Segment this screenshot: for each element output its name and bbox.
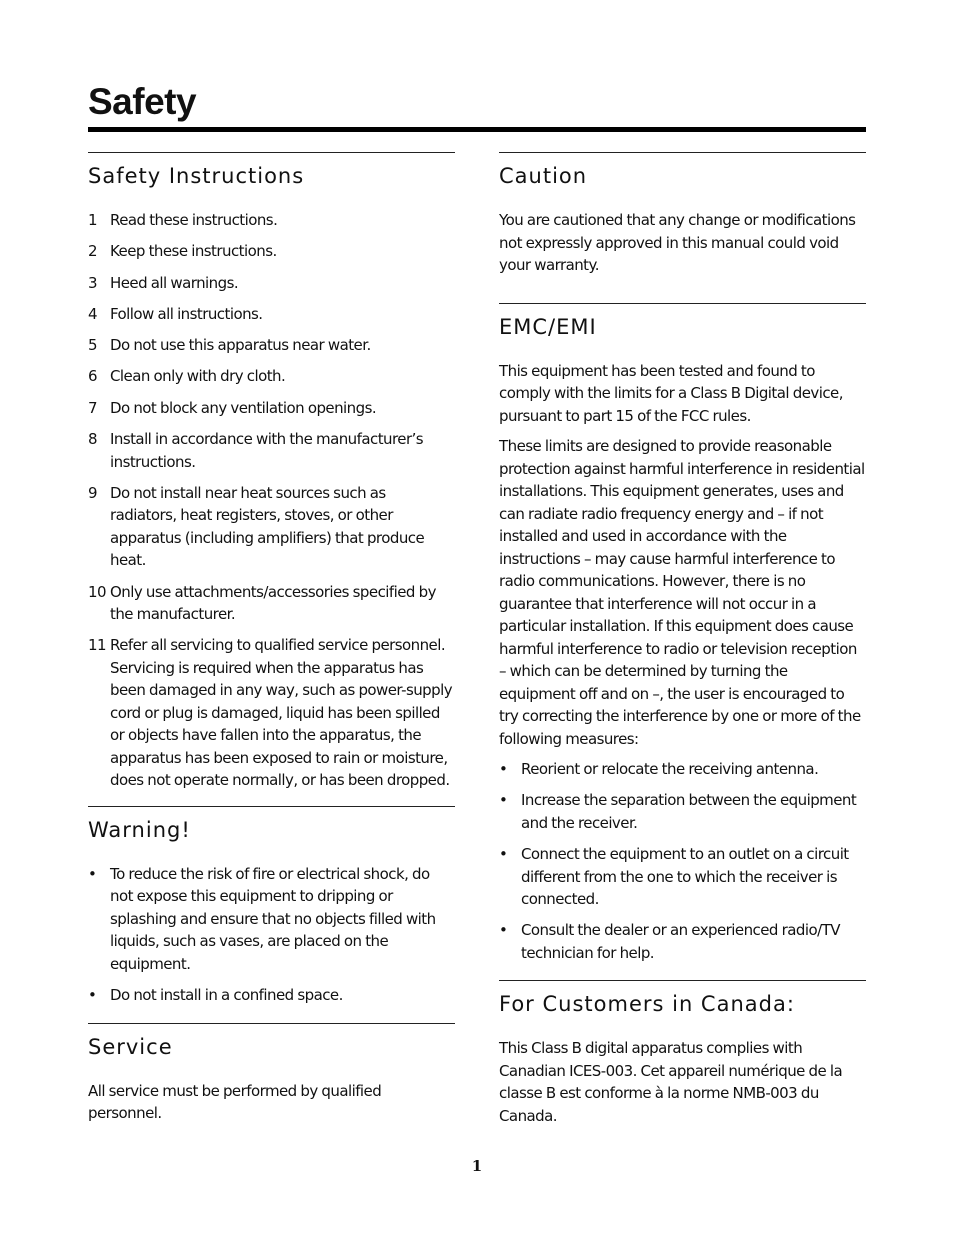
emc-paragraph: This equipment has been tested and found to comply with the limits for a Class B Digital device, pursuant to part 15 of the FCC rules.	[499, 361, 843, 425]
item-number: 8	[88, 430, 97, 449]
item-text: Reorient or relocate the receiving antenna.	[521, 760, 819, 778]
item-text: Keep these instructions.	[110, 242, 277, 261]
list-item	[88, 334, 455, 357]
item-number: 7	[88, 398, 97, 417]
item-number: 3	[88, 273, 97, 292]
list-item	[88, 863, 455, 976]
item-number: 4	[88, 304, 97, 323]
service-text: All service must be performed by qualified personnel.	[88, 1081, 382, 1123]
safety-instructions-list	[88, 209, 455, 792]
item-text: Consult the dealer or an experienced radio/TV technician for help.	[521, 921, 840, 962]
list-item	[88, 634, 455, 792]
emc-section	[499, 303, 866, 965]
item-text: Only use attachments/accessories specified by the manufacturer.	[110, 582, 436, 624]
item-text: Clean only with dry cloth.	[110, 367, 286, 386]
item-text: Do not install in a confined space.	[110, 986, 343, 1005]
list-item	[88, 365, 455, 388]
item-text: Read these instructions.	[110, 211, 278, 229]
item-number: 9	[88, 483, 97, 502]
bullet-icon: •	[88, 986, 97, 1005]
list-item	[88, 581, 455, 626]
item-text: Refer all servicing to qualified service personnel. Servicing is required when the apparatus has been damaged in any way, such as power-supply cord or plug is damaged, liquid has been spilled or objects have fallen into the apparatus, the apparatus has been exposed to rain or moisture, does not operate normally, or has been dropped.	[110, 636, 453, 790]
emc-measures-list	[499, 758, 866, 964]
service-heading: Service	[88, 1034, 173, 1059]
bullet-icon: •	[499, 845, 508, 864]
emc-paragraph: These limits are designed to provide reasonable protection against harmful interference in residential installations. This equipment generates, uses and can radiate radio frequency energy and – if not installed and used in accordance with the instructions – may cause harmful interference to radio communications. However, there is no guarantee that interference will not occur in a particular installation. If this equipment does cause harmful interference to radio or television reception – which can be determined by turning the equipment off and on –, the user is encouraged to try correcting the interference by one or more of the following measures:	[499, 437, 865, 748]
safety-instructions-heading: Safety Instructions	[88, 164, 305, 188]
list-item	[88, 428, 455, 473]
list-item	[499, 843, 866, 911]
left-column	[88, 152, 455, 1133]
item-text: To reduce the risk of fire or electrical shock, do not expose this equipment to dripping or splashing and ensure that no objects filled with liquids, such as vases, are placed on the equipment.	[110, 864, 436, 973]
canada-text: This Class B digital apparatus complies with Canadian ICES-003. Cet appareil numérique de la classe B est conforme à la norme NMB-003 du Canada.	[499, 1039, 843, 1125]
warning-list	[88, 863, 455, 1007]
safety-instructions-section	[88, 152, 455, 792]
list-item	[88, 984, 455, 1007]
warning-heading: Warning!	[88, 817, 191, 842]
list-item	[88, 303, 455, 326]
page-title: Safety	[88, 81, 197, 122]
caution-heading: Caution	[499, 164, 588, 188]
caution-text: You are cautioned that any change or modifications not expressly approved in this manual could void your warranty.	[499, 211, 856, 274]
list-item	[88, 209, 455, 232]
item-text: Do not block any ventilation openings.	[110, 398, 377, 417]
list-item	[499, 789, 866, 834]
caution-section	[499, 152, 866, 277]
item-number: 10	[88, 582, 106, 601]
item-number: 5	[88, 336, 97, 355]
emc-heading: EMC/EMI	[499, 314, 597, 339]
canada-section	[499, 980, 866, 1127]
bullet-icon: •	[499, 791, 508, 810]
item-number: 2	[88, 242, 97, 261]
item-text: Connect the equipment to an outlet on a circuit different from the one to which the receiver is connected.	[521, 845, 849, 909]
title-rule	[88, 127, 866, 132]
item-text: Do not install near heat sources such as radiators, heat registers, stoves, or other apparatus (including amplifiers) that produce heat.	[110, 483, 425, 570]
bullet-icon: •	[88, 864, 97, 883]
canada-heading: For Customers in Canada:	[499, 992, 795, 1017]
list-item	[88, 240, 455, 263]
list-item	[88, 397, 455, 420]
item-text: Follow all instructions.	[110, 304, 263, 323]
right-column	[499, 152, 866, 1135]
item-text: Increase the separation between the equipment and the receiver.	[521, 791, 857, 832]
item-text: Install in accordance with the manufacturer’s instructions.	[110, 430, 424, 471]
item-text: Heed all warnings.	[110, 273, 239, 292]
list-item	[88, 272, 455, 295]
item-text: Do not use this apparatus near water.	[110, 336, 371, 355]
bullet-icon: •	[499, 760, 508, 778]
warning-section	[88, 806, 455, 1007]
bullet-icon: •	[499, 921, 508, 940]
list-item	[499, 919, 866, 964]
page-number: 1	[471, 1157, 483, 1175]
list-item	[88, 482, 455, 572]
item-number: 6	[88, 367, 97, 386]
service-section	[88, 1023, 455, 1125]
item-number: 11	[88, 636, 106, 655]
list-item	[499, 758, 866, 781]
item-number: 1	[88, 211, 97, 229]
